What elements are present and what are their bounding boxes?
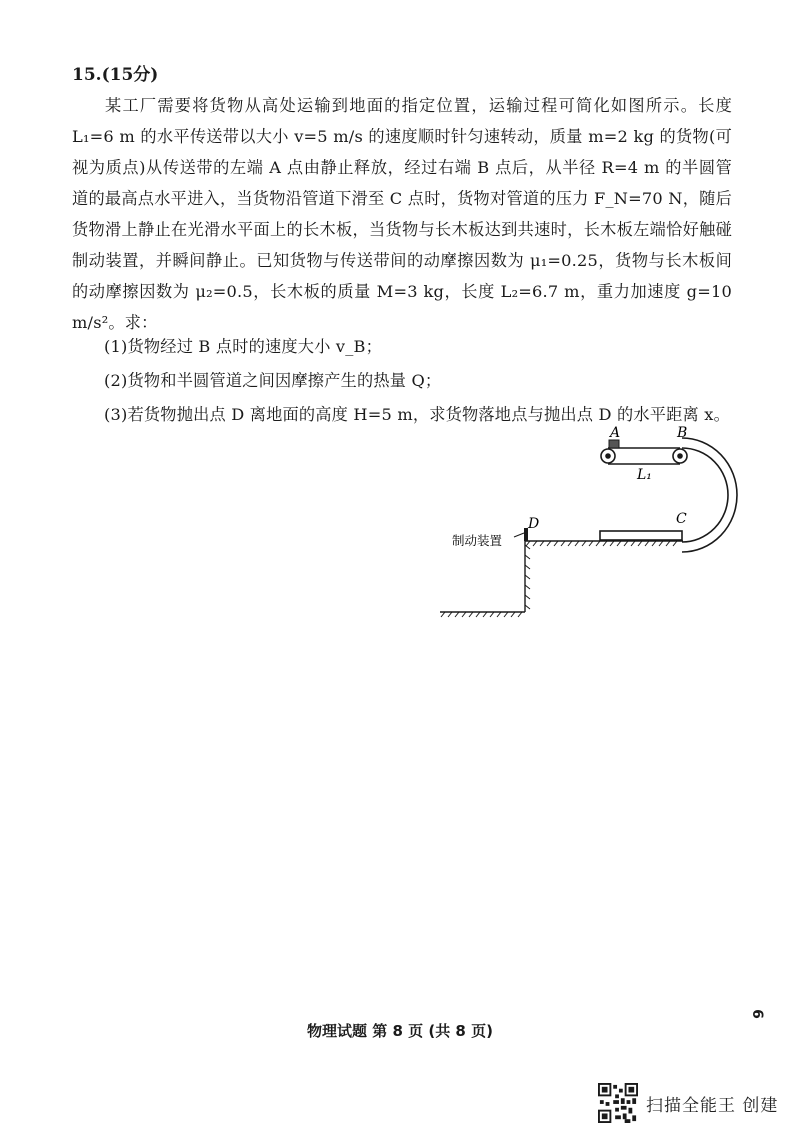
ground-surface	[525, 541, 683, 546]
physics-diagram	[440, 420, 740, 620]
cargo-block	[609, 440, 619, 448]
side-page-mark: 6	[748, 1009, 765, 1019]
scanner-watermark	[598, 1083, 778, 1123]
label-a: A	[610, 425, 621, 441]
label-brake-device: 制动装置	[452, 533, 503, 548]
label-l1: L₁	[637, 467, 652, 483]
scanner-label: 扫描全能王 创建	[646, 1095, 779, 1116]
sub-question-2: (2)货物和半圆管道之间因摩擦产生的热量 Q；	[104, 371, 442, 390]
label-b: B	[677, 425, 688, 441]
cliff-wall	[440, 541, 530, 617]
sub-question-3: (3)若货物抛出点 D 离地面的高度 H=5 m，求货物落地点与抛出点 D 的水平距离 x。	[104, 405, 730, 424]
sub-question-1: (1)货物经过 B 点时的速度大小 v_B；	[104, 337, 383, 356]
brake-device	[514, 528, 528, 541]
question-stem: 某工厂需要将货物从高处运输到地面的指定位置，运输过程可简化如图所示。长度 L₁=6 m 的水平传送带以大小 v=5 m/s 的速度顺时针匀速转动，质量 m=2 kg 的货物(可视为质点)从传送带的左端 A 点由静止释放，经过右端 B 点后，从半径 R=4 m 的半圆管道的最高点水平进入，当货物沿管道下滑至 C 点时，货物对管道的压力 F_N=70 N，随后货物滑上静止在光滑水平面上的长木板，当货物与长木板达到共速时，长木板左端恰好触碰制动装置，并瞬间静止。已知货物与传送带间的动摩擦因数为 μ₁=0.25，货物与长木板间的动摩擦因数为 μ₂=0.5，长木板的质量 M=3 kg，长度 L₂=6.7 m，重力加速度 g=10 m/s²。求：	[72, 96, 732, 332]
semicircle-pipe	[682, 438, 737, 552]
label-d: D	[528, 516, 540, 532]
long-board	[600, 531, 682, 540]
label-c: C	[676, 511, 687, 527]
question-header: 15.(15分)	[72, 65, 159, 85]
conveyor-belt	[601, 448, 687, 464]
qr-code-icon	[598, 1083, 638, 1123]
page-footer: 物理试题 第 8 页 (共 8 页)	[307, 1022, 493, 1040]
